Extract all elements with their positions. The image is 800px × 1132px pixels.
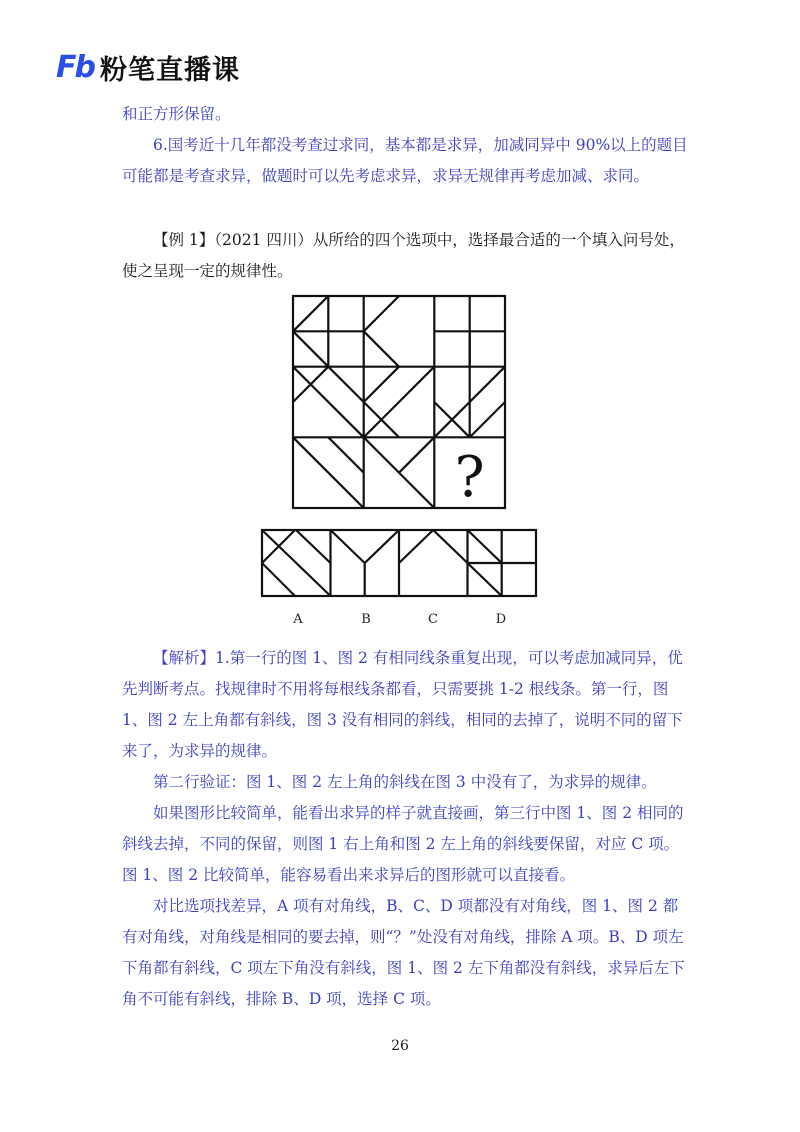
- analysis-paragraph-2: 第二行验证：图 1、图 2 左上角的斜线在图 3 中没有了，为求异的规律。: [153, 773, 657, 791]
- option-d-label: D: [495, 612, 507, 627]
- paragraph-point-6: 6.国考近十几年都没考查过求同，基本都是求异，加减同异中 90%以上的题目可能都是考查求异，做题时可以先考虑求异，求异无规律再考虑加减、求同。: [122, 136, 688, 185]
- cell-r3c2: [364, 437, 435, 508]
- cell-r2c2: [364, 367, 435, 438]
- option-b-label: B: [361, 612, 371, 627]
- option-d-figure: [468, 530, 537, 596]
- option-c-label: C: [428, 612, 438, 627]
- brand-logo: [56, 48, 240, 87]
- analysis-paragraph-3: 如果图形比较简单，能看出求异的样子就直接画，第三行中图 1、图 2 相同的斜线去掉，不同的保留，则图 1 右上角和图 2 左上角的斜线要保留，对应 C 项。图 1、图 2 比较简单，能容易看出来求异后的图形就可以直接看。: [122, 804, 684, 884]
- analysis-paragraph-4: 对比选项找差异，A 项有对角线，B、C、D 项都没有对角线，图 1、图 2 都有对角线，对角线是相同的要去掉，则“？”处没有对角线，排除 A 项。B、D 项左下角都有斜线，C 项左下角没有斜线，图 1、图 2 左下角都没有斜线，求异后左下角不可能有斜线，排除 B、D 项，选择 C 项。: [122, 897, 685, 1008]
- option-a-figure: [262, 530, 331, 596]
- option-c-figure: [399, 530, 468, 563]
- question-mark: ?: [454, 445, 485, 510]
- page-number: 26: [391, 1038, 409, 1054]
- option-b-figure: [331, 530, 400, 596]
- cell-r3c1: [293, 437, 364, 508]
- logo-mark: Fb: [56, 50, 94, 85]
- brand-name: 粉笔直播课: [99, 55, 240, 86]
- cell-r2c3: [434, 367, 505, 438]
- analysis-paragraph-1: 【解析】1.第一行的图 1、图 2 有相同线条重复出现，可以考虑加减同异，优先判断考点。找规律时不用将每根线条都看，只需要挑 1-2 根线条。第一行，图 1、图 2 左上角都有斜线，图 3 没有相同的斜线，相同的去掉了，说明不同的留下来了，为求异的规律。: [122, 649, 683, 760]
- cell-r1c1: [293, 296, 364, 367]
- option-a-label: A: [293, 612, 303, 627]
- example-question: 【例 1】（2021 四川）从所给的四个选项中，选择最合适的一个填入问号处，使之呈现一定的规律性。: [122, 231, 685, 280]
- cell-r1c2: [364, 296, 399, 367]
- paragraph-retain: 和正方形保留。: [122, 105, 231, 123]
- cell-r1c3: [434, 296, 505, 367]
- cell-r2c1: [293, 367, 364, 438]
- puzzle-figure: [0, 290, 800, 630]
